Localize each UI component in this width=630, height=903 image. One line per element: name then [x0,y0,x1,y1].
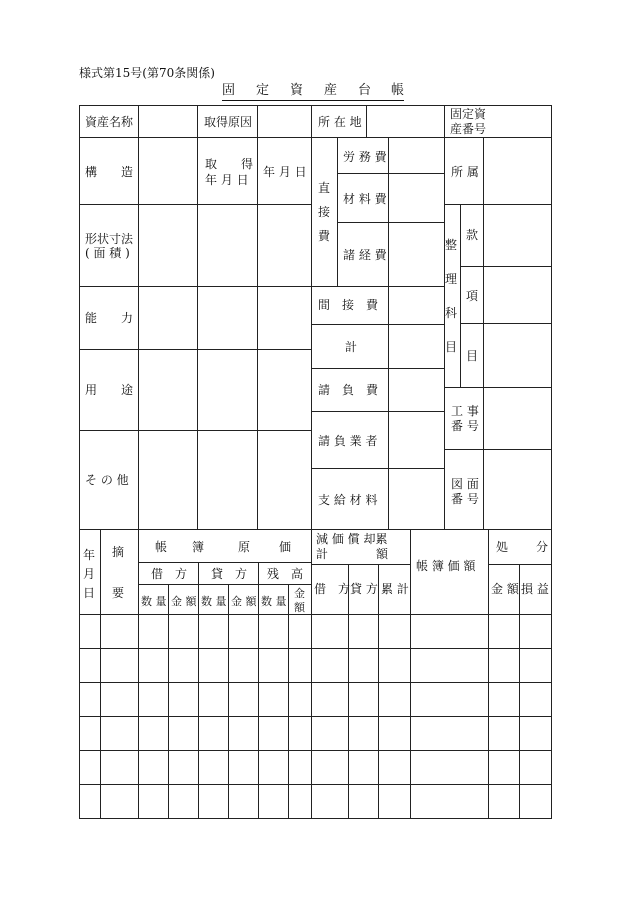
amount-label: 金 額 [171,595,197,608]
kan-label: 款 [466,228,479,242]
work-number-label-1: 工 事 [451,404,479,418]
disposal-label-2: 分 [536,540,549,554]
capacity-label-2: 力 [121,311,134,325]
material-cost-label: 材 料 費 [343,192,387,206]
disposal-label-1: 処 [496,540,509,554]
book-cost-head-2: 簿 [192,540,205,554]
form-number: 様式第15号(第70条関係) [79,66,215,80]
date-col-3: 日 [83,586,96,600]
amount-label-v1: 金 [294,587,305,600]
work-number-label-2: 番 号 [451,419,479,433]
date-col-2: 月 [83,567,96,581]
direct-cost-label-2: 接 [318,205,331,219]
balance-label: 残 高 [267,567,304,581]
acquisition-reason-label: 取得原因 [204,115,253,129]
amount-label-v2: 額 [294,601,305,614]
account-label-1: 整 [445,238,458,252]
structure-label-1: 構 [85,165,98,179]
asset-number-label-2: 産番号 [450,122,487,136]
title-char: 台 [358,83,372,98]
drawing-number-label-2: 番 号 [451,492,479,506]
date-col-1: 年 [83,548,96,562]
book-value-label: 帳 簿 価 額 [416,559,476,573]
qty-label: 数 量 [141,595,167,608]
acq-date-label-1: 取 [205,157,218,171]
account-label-4: 目 [445,340,458,354]
asset-number-label-1: 固定資 [450,107,487,121]
depreciation-label-1: 減 価 償 却累 [316,532,388,546]
location-label: 所 在 地 [318,115,362,129]
kou-label: 項 [466,289,479,303]
expenses-label: 諸 経 費 [343,248,387,262]
other-label: そ の 他 [85,473,129,487]
direct-cost-label-3: 費 [318,229,331,243]
use-label-1: 用 [85,383,98,397]
title-char: 産 [324,83,338,98]
structure-label-2: 造 [121,165,134,179]
contract-cost-label: 請 負 費 [318,383,379,397]
title-char: 定 [256,83,270,98]
qty-label: 数 量 [261,595,287,608]
amount-label: 金 額 [231,595,257,608]
direct-cost-label-1: 直 [318,181,331,195]
indirect-cost-label: 間 接 費 [318,298,379,312]
dep-credit-label: 貸 方 [350,582,378,596]
belong-label: 所 属 [451,165,479,179]
account-label-3: 科 [445,306,458,320]
moku-label: 目 [466,349,479,363]
date-label: 年 月 日 [263,165,307,179]
cost-total-label: 計 [345,340,358,354]
title-char: 固 [222,83,236,98]
summary-col-2: 要 [112,586,125,600]
dep-debit-label: 借 方 [314,582,351,596]
use-label-2: 途 [121,383,134,397]
capacity-label-1: 能 [85,311,98,325]
qty-label: 数 量 [201,595,227,608]
dep-cumulative-label: 累 計 [381,582,409,596]
shape-label: 形状寸法 [85,232,134,246]
asset-name-label: 資産名称 [85,115,134,129]
book-cost-head-1: 帳 [155,540,168,554]
title-char: 帳 [391,83,405,98]
disposal-pl-label: 損 益 [521,582,549,596]
area-label: ( 面 積 ) [85,246,130,260]
supplied-material-label: 支 給 材 料 [318,493,378,507]
title-char: 資 [290,83,304,98]
title-underline [222,100,404,101]
summary-col-1: 摘 [112,545,125,559]
credit-label: 貸 方 [211,567,248,581]
disposal-amount-label: 金 額 [491,582,519,596]
acq-date-label-3: 年 月 日 [205,173,249,187]
book-cost-head-3: 原 [238,540,251,554]
drawing-number-label-1: 図 面 [451,477,479,491]
contractor-label: 請 負 業 者 [318,434,378,448]
book-cost-head-4: 価 [279,540,292,554]
debit-label: 借 方 [151,567,188,581]
acq-date-label-2: 得 [241,157,254,171]
depreciation-label-2: 計 額 [316,547,389,561]
labor-cost-label: 労 務 費 [343,150,387,164]
account-label-2: 理 [445,272,458,286]
